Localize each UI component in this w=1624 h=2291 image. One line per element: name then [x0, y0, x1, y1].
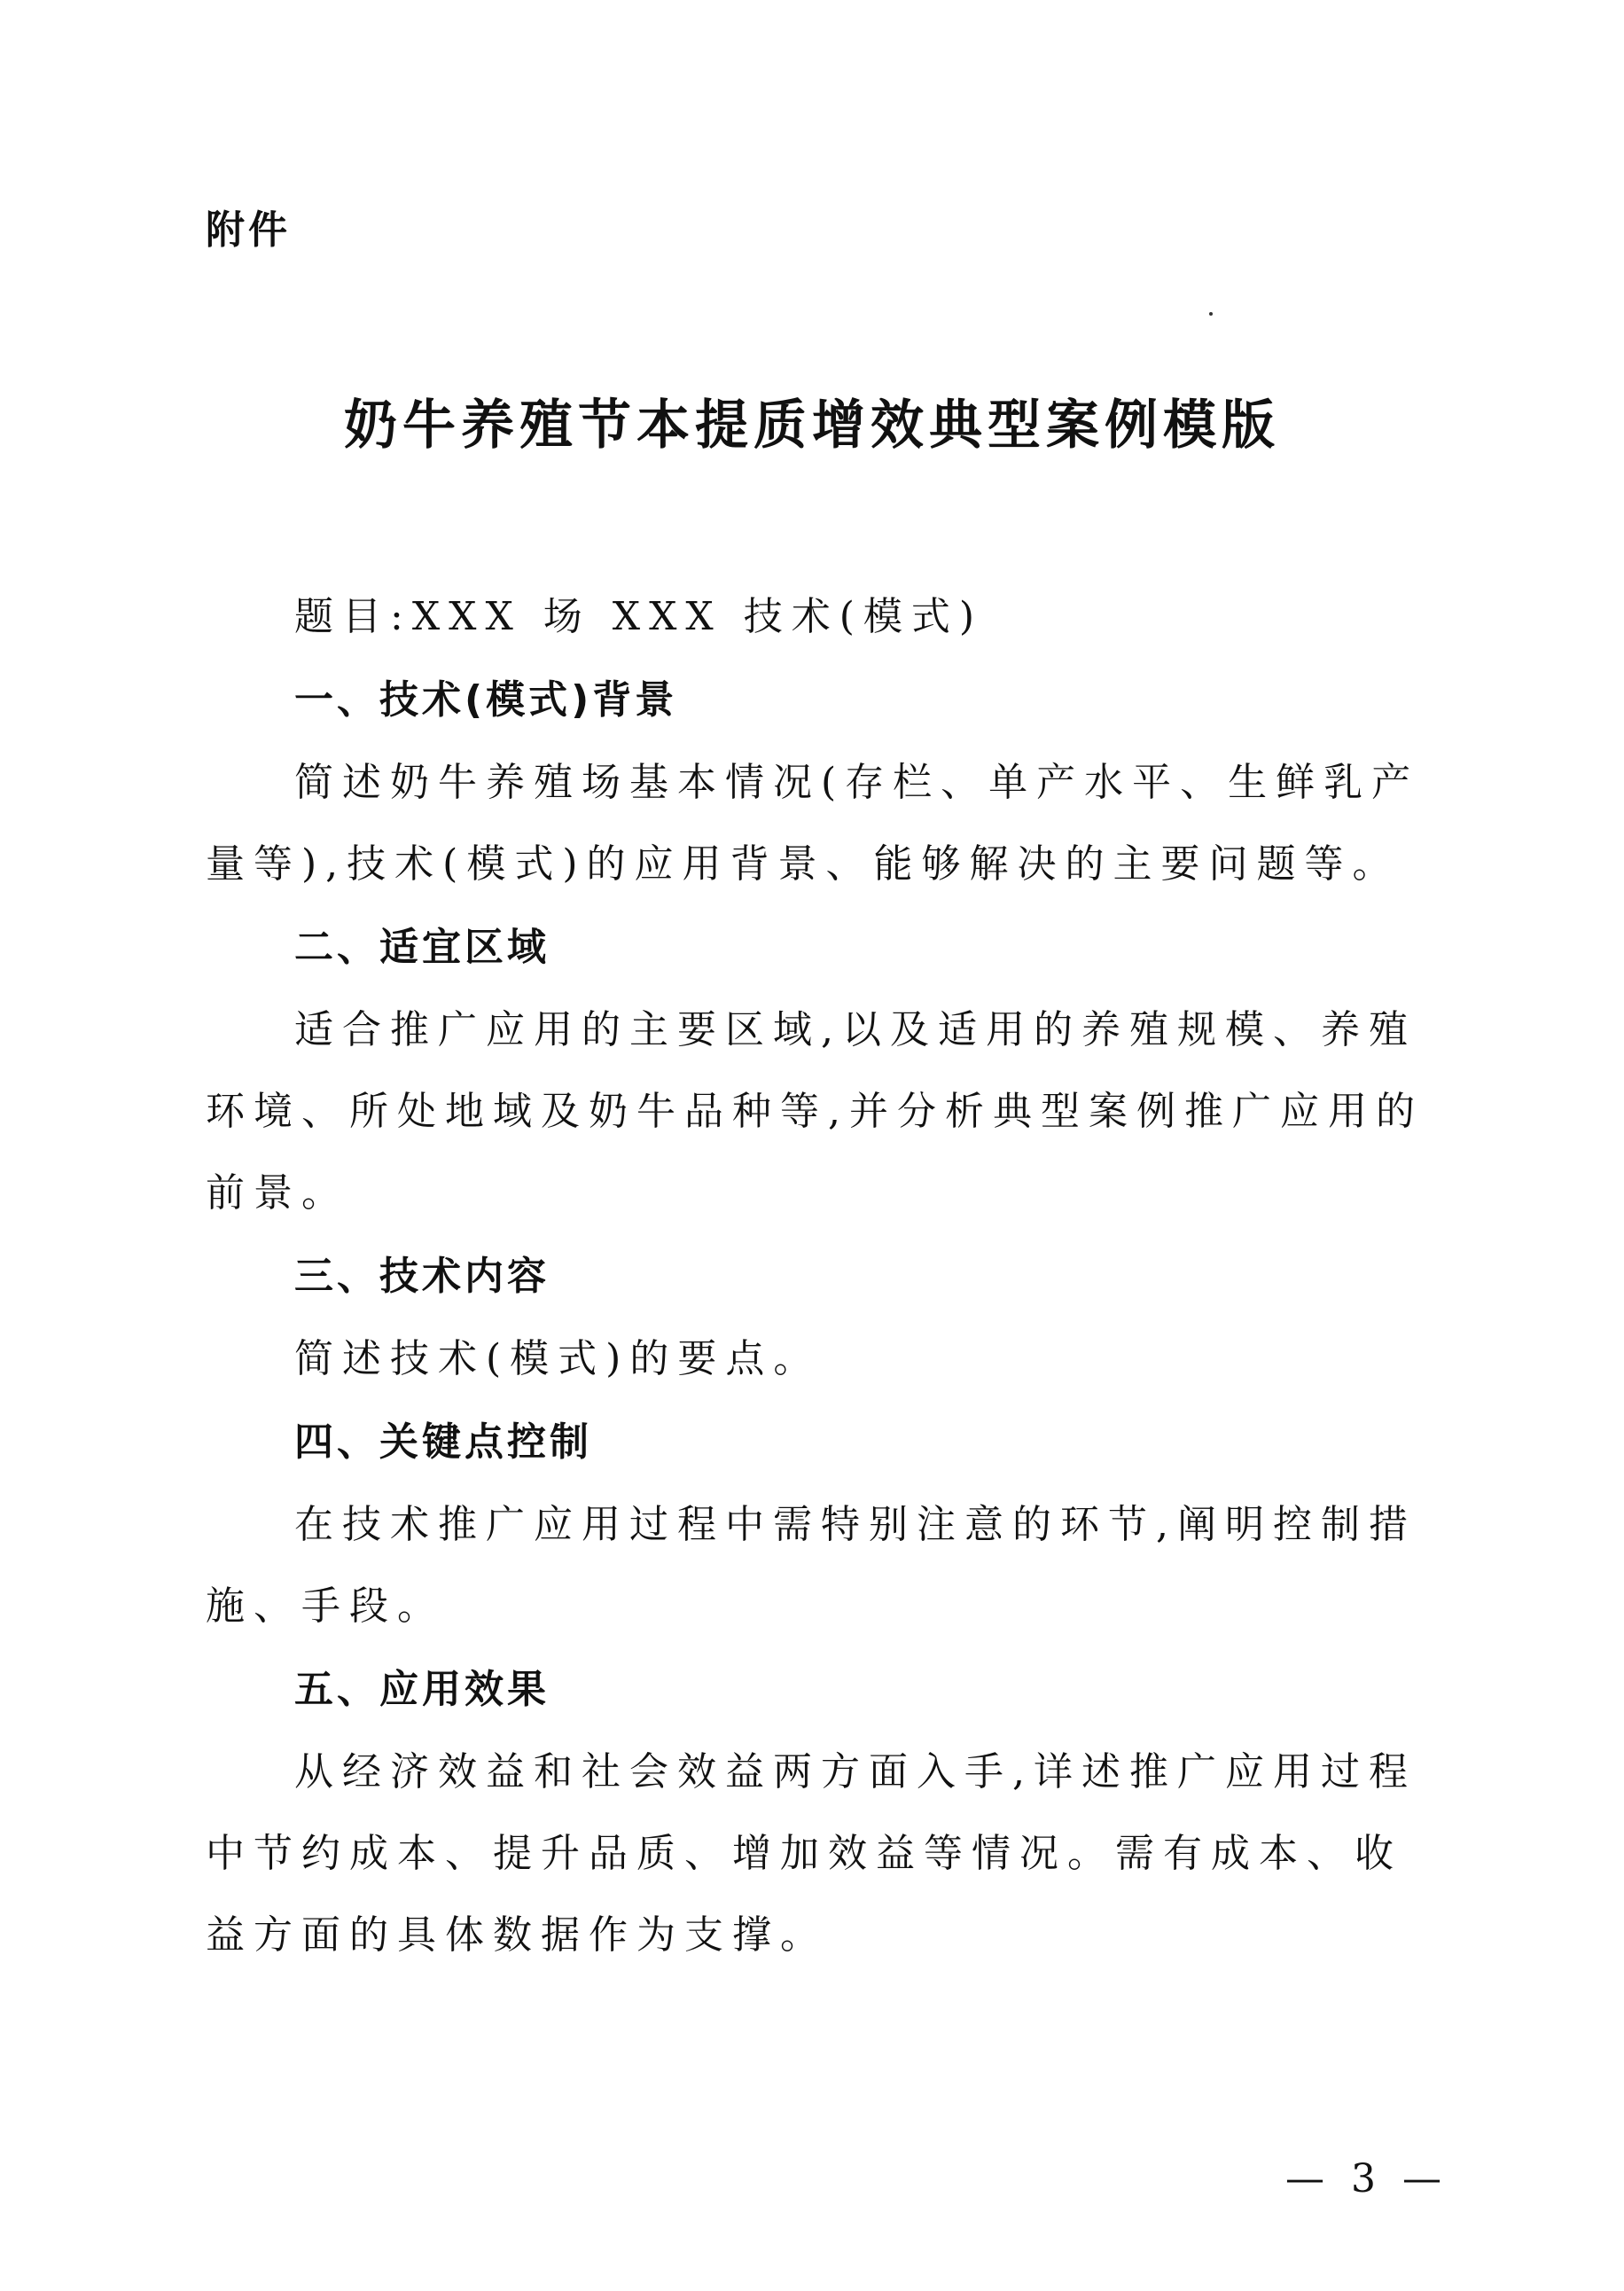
document-body	[206, 576, 1447, 1976]
page-number: — 3 —	[1285, 2156, 1448, 2201]
section-heading-background: 一、技术(模式)背景	[294, 677, 678, 723]
attachment-label: 附件	[206, 207, 291, 253]
section-body-content: 简述技术(模式)的要点。	[294, 1336, 822, 1381]
section-body-region: 适合推广应用的主要区域,以及适用的养殖规模、养殖环境、所处地域及奶牛品种等,并分析典型案例推广应用的前景。	[206, 1007, 1424, 1216]
section-body-key-points: 在技术推广应用过程中需特别注意的环节,阐明控制措施、手段。	[206, 1502, 1417, 1629]
section-heading-content: 三、技术内容	[294, 1254, 550, 1299]
section-body-background: 简述奶牛养殖场基本情况(存栏、单产水平、生鲜乳产量等),技术(模式)的应用背景、能够解决的主要问题等。	[206, 760, 1420, 887]
topic-line: 题目:XXX 场 XXX 技术(模式)	[294, 594, 984, 639]
section-heading-key-points: 四、关键点控制	[294, 1419, 592, 1465]
stray-dot	[1209, 312, 1213, 316]
document-title: 奶牛养殖节本提质增效典型案例模版	[344, 395, 1280, 457]
section-heading-effect: 五、应用效果	[294, 1667, 550, 1712]
section-body-effect: 从经济效益和社会效益两方面入手,详述推广应用过程中节约成本、提升品质、增加效益等情况。需有成本、收益方面的具体数据作为支撑。	[206, 1749, 1417, 1958]
section-heading-region: 二、适宜区域	[294, 925, 550, 970]
